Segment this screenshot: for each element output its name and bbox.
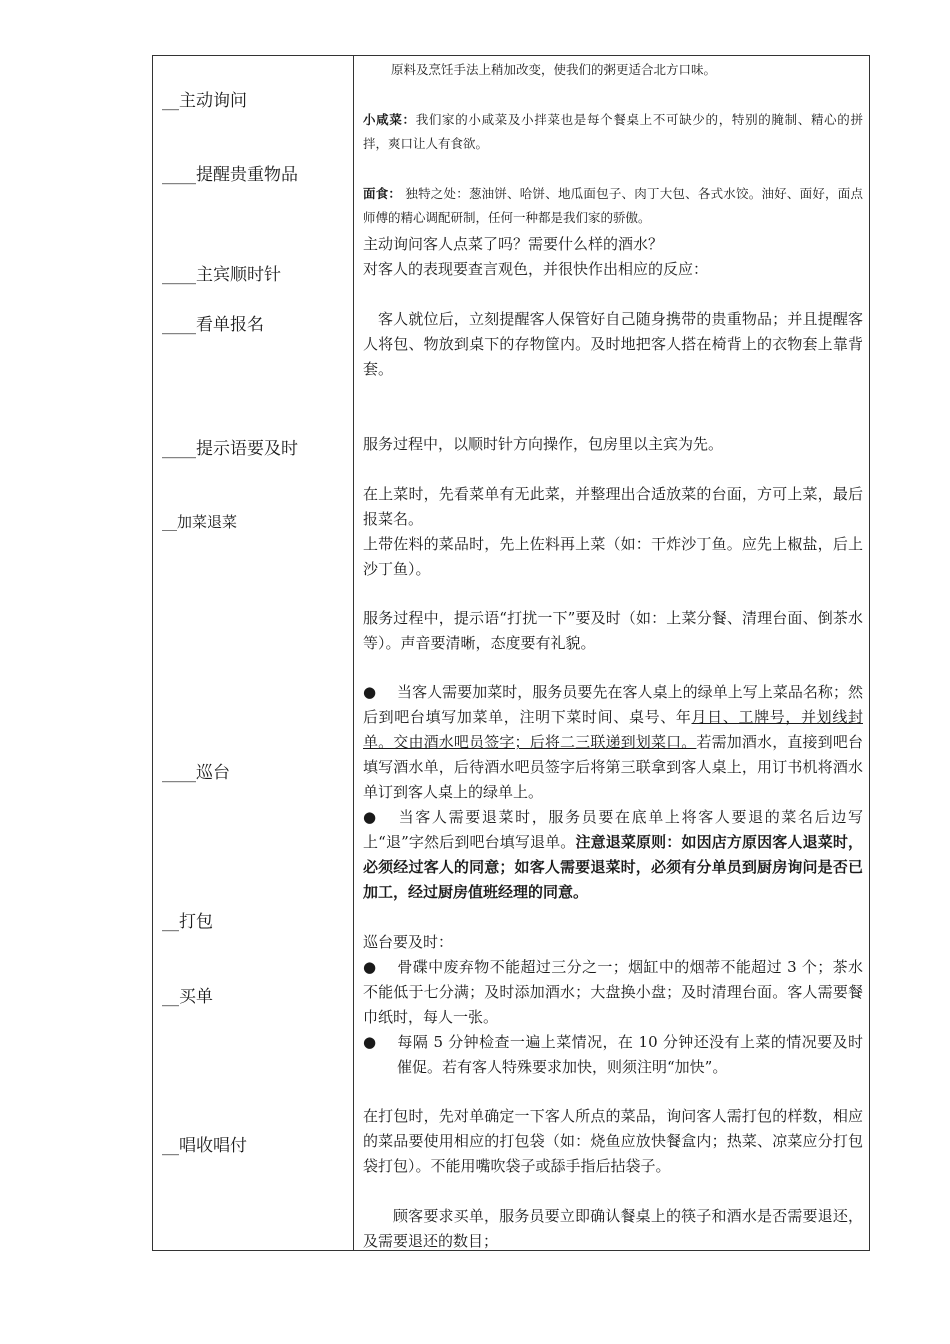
bullet-dot: ● — [363, 1033, 377, 1051]
pickles-heading: 小咸菜： — [363, 112, 416, 127]
text-p7: 服务过程中，以顺时针方向操作，包房里以主宾为先。 — [363, 435, 724, 453]
label-confirm-payment: __唱收唱付 — [162, 1136, 247, 1156]
paragraph-porridge — [363, 58, 863, 82]
text-p5: 对客人的表现要查言观色，并很快作出相应的反应： — [363, 260, 709, 278]
text-p13: 顾客要求买单，服务员要立即确认餐桌上的筷子和酒水是否需要退还，及需要退还的数目； — [363, 1207, 863, 1250]
text-b1-b: 若需加酒水，直接到吧台填写酒水单，后待酒水吧员签字后将第三联拿到客人桌上，用订书机将酒水单订到客人桌上的绿单上。 — [363, 733, 863, 801]
paragraph-add-return — [363, 680, 863, 905]
text-p11: 巡台要及时： — [363, 933, 454, 951]
label-takeout-pack: __打包 — [162, 912, 213, 932]
text-p9: 上带佐料的菜品时，先上佐料再上菜（如：干炸沙丁鱼。应先上椒盐，后上沙丁鱼）。 — [363, 535, 863, 578]
pickles-text: 我们家的小咸菜及小拌菜也是每个餐桌上不可缺少的，特别的腌制、精心的拼拌，爽口让人有食欲。 — [363, 112, 863, 151]
pastry-heading: 面食： — [363, 186, 402, 201]
bullet-dot: ● — [363, 958, 377, 976]
paragraph-pastry — [363, 182, 863, 230]
text-b1-underlined: 月日、工牌号，并划线封单。交由酒水吧员签字；后将二三联递到划菜口。 — [363, 708, 863, 751]
text-b2-bold: 注意退菜原则：如因店方原因客人退菜时，必须经过客人的同意；如客人需要退菜时，必须有分单员到厨房询问是否已加工，经过厨房值班经理的同意。 — [363, 833, 863, 901]
pastry-text: 独特之处：葱油饼、哈饼、地瓜面包子、肉丁大包、各式水饺。油好、面好，面点师傅的精心调配研制，任何一种都是我们家的骄傲。 — [363, 186, 863, 225]
label-remind-valuables: ____提醒贵重物品 — [162, 165, 298, 185]
paragraph-patrol — [363, 930, 863, 1080]
label-table-patrol: ____巡台 — [162, 763, 230, 783]
label-prompt-timely: ____提示语要及时 — [162, 439, 298, 459]
bullet-dot: ● — [363, 683, 377, 701]
paragraph-valuables — [363, 307, 863, 382]
text-p10: 服务过程中，提示语“打扰一下”要及时（如：上菜分餐、清理台面、倒茶水等）。声音要清晰，态度要有礼貌。 — [363, 609, 863, 652]
label-add-return-dish: __加菜退菜 — [162, 513, 238, 531]
label-host-clockwise: ____主宾顺时针 — [162, 265, 281, 285]
paragraph-clockwise — [363, 432, 863, 457]
label-read-menu: ____看单报名 — [162, 315, 264, 335]
bullet-dot: ● — [363, 808, 377, 826]
paragraph-serve-dish — [363, 482, 863, 582]
text-b4: 每隔 5 分钟检查一遍上菜情况，在 10 分钟还没有上菜的情况要及时催促。若有客人特殊要求加快，则须注明“加快”。 — [397, 1033, 863, 1076]
text-p6: 客人就位后，立刻提醒客人保管好自己随身携带的贵重物品；并且提醒客人将包、物放到桌下的存物筐内。及时地把客人搭在椅背上的衣物套上靠背套。 — [363, 310, 863, 378]
paragraph-prompt — [363, 606, 863, 656]
column-divider — [353, 56, 354, 1250]
text-p8: 在上菜时，先看菜单有无此菜，并整理出合适放菜的台面，方可上菜，最后报菜名。 — [363, 485, 863, 528]
text-b3: 骨碟中废弃物不能超过三分之一；烟缸中的烟蒂不能超过 3 个；茶水不能低于七分满；及时添加酒水；大盘换小盘；及时清理台面。客人需要餐巾纸时，每人一张。 — [363, 958, 863, 1026]
text-b1-a: 当客人需要加菜时，服务员要先在客人桌上的绿单上写上菜品名称；然后到吧台填写加菜单，注明下菜时间、桌号、年 — [363, 683, 863, 726]
text-p4: 主动询问客人点菜了吗？需要什么样的酒水？ — [363, 235, 664, 253]
label-active-inquiry: __主动询问 — [162, 91, 247, 111]
paragraph-takeout — [363, 1104, 863, 1179]
paragraph-pickles — [363, 108, 863, 156]
text-b2-a: 当客人需要退菜时，服务员要在底单上将客人要退的菜名后边写上“退”字然后到吧台填写退单。 — [363, 808, 863, 851]
service-table — [152, 55, 870, 1251]
text-p12: 在打包时，先对单确定一下客人所点的菜品，询问客人需打包的样数，相应的菜品要使用相应的打包袋（如：烧鱼应放快餐盒内；热菜、凉菜应分打包袋打包）。不能用嘴吹袋子或舔手指后拈袋子。 — [363, 1107, 863, 1175]
label-checkout: __买单 — [162, 987, 213, 1007]
text-p1: 原料及烹饪手法上稍加改变，使我们的粥更适合北方口味。 — [391, 62, 717, 77]
paragraph-inquiry — [363, 232, 863, 282]
paragraph-checkout — [363, 1204, 863, 1254]
